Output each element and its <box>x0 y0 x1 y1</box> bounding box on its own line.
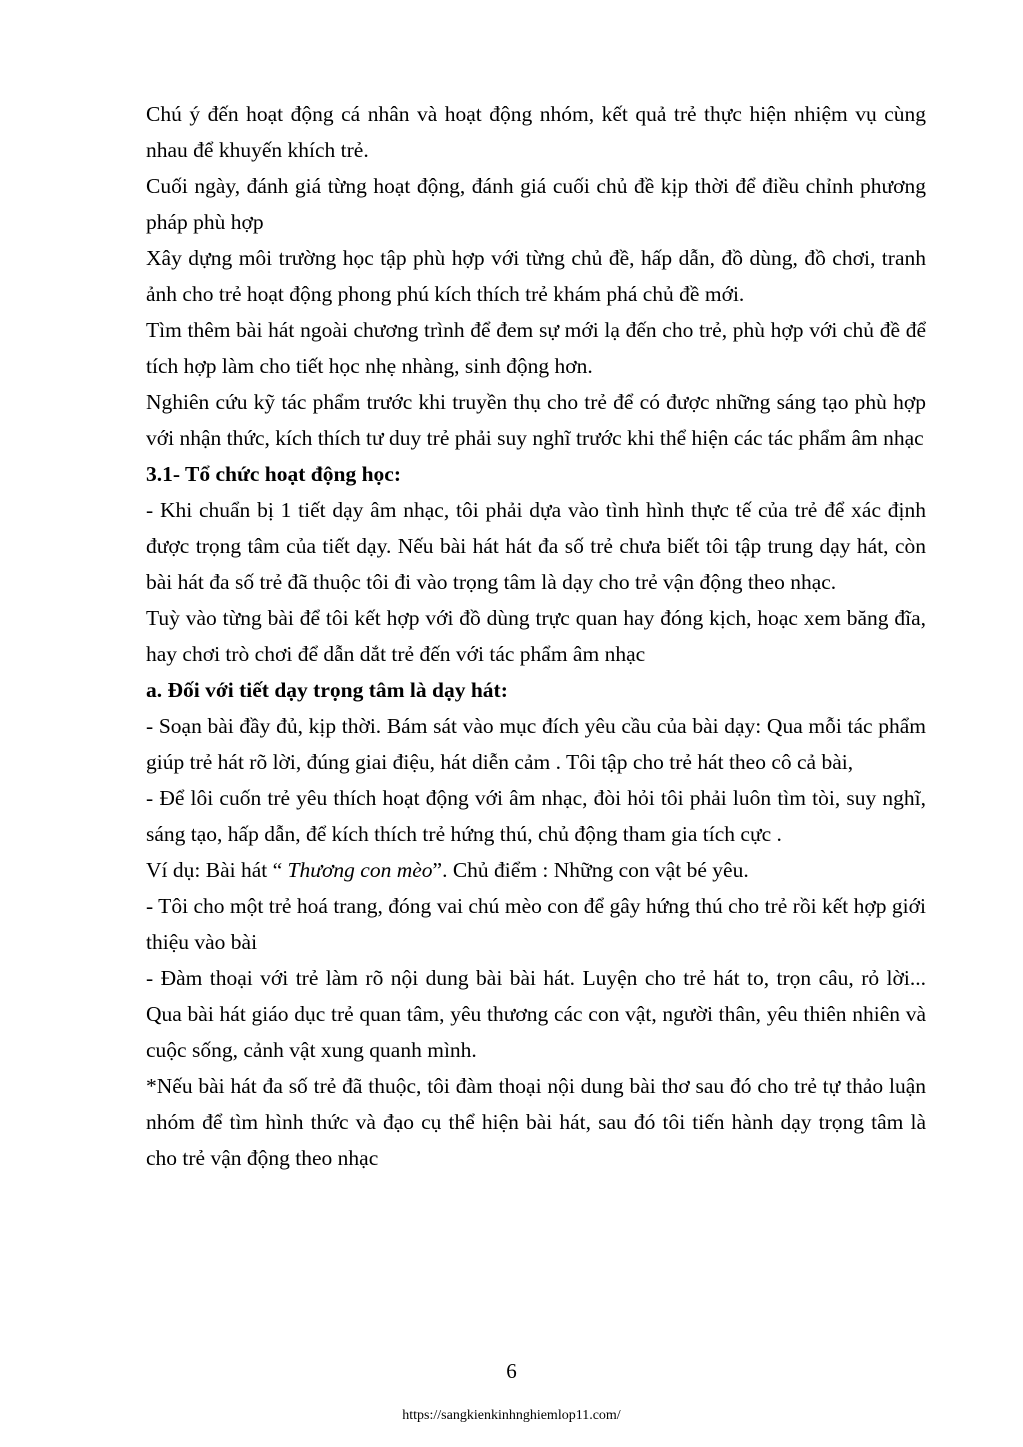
paragraph-2: Cuối ngày, đánh giá từng hoạt động, đánh giá cuối chủ đề kịp thời để điều chỉnh phương pháp phù hợp <box>146 174 926 234</box>
paragraph-1: Chú ý đến hoạt động cá nhân và hoạt động nhóm, kết quả trẻ thực hiện nhiệm vụ cùng nhau để khuyến khích trẻ. <box>146 102 926 162</box>
song-title: Thương con mèo <box>287 858 433 882</box>
example-suffix: ”. Chủ điểm : Những con vật bé yêu. <box>432 858 749 882</box>
paragraph-13: *Nếu bài hát đa số trẻ đã thuộc, tôi đàm thoại nội dung bài thơ sau đó cho trẻ tự thảo luận nhóm để tìm hình thức và đạo cụ thể hiện bài hát, sau đó tôi tiến hành dạy trọng tâm là cho trẻ vận động theo nhạc <box>146 1074 926 1170</box>
paragraph-5: Nghiên cứu kỹ tác phẩm trước khi truyền thụ cho trẻ để có được những sáng tạo phù hợp với nhận thức, kích thích tư duy trẻ phải suy nghĩ trước khi thể hiện các tác phẩm âm nhạc <box>146 390 926 450</box>
paragraph-11: - Tôi cho một trẻ hoá trang, đóng vai chú mèo con để gây hứng thú cho trẻ rồi kết hợp giới thiệu vào bài <box>146 894 926 954</box>
page-number: 6 <box>506 1359 517 1383</box>
section-heading-a: a. Đối với tiết dạy trọng tâm là dạy hát: <box>146 678 508 702</box>
paragraph-4: Tìm thêm bài hát ngoài chương trình để đem sự mới lạ đến cho trẻ, phù hợp với chủ đề để tích hợp làm cho tiết học nhẹ nhàng, sinh động hơn. <box>146 318 926 378</box>
paragraph-3: Xây dựng môi trường học tập phù hợp với từng chủ đề, hấp dẫn, đồ dùng, đồ chơi, tranh ảnh cho trẻ hoạt động phong phú kích thích trẻ khám phá chủ đề mới. <box>146 246 926 306</box>
document-body <box>146 96 926 1176</box>
paragraph-6: - Khi chuẩn bị 1 tiết dạy âm nhạc, tôi phải dựa vào tình hình thực tế của trẻ để xác định được trọng tâm của tiết dạy. Nếu bài hát hát đa số trẻ chưa biết tôi tập trung dạy hát, còn bài hát đa số trẻ đã thuộc tôi đi vào trọng tâm là dạy cho trẻ vận động theo nhạc. <box>146 498 926 594</box>
paragraph-8: - Soạn bài đầy đủ, kịp thời. Bám sát vào mục đích yêu cầu của bài dạy: Qua mỗi tác phẩm giúp trẻ hát rõ lời, đúng giai điệu, hát diễn cảm . Tôi tập cho trẻ hát theo cô cả bài, <box>146 714 926 774</box>
paragraph-10-example <box>146 852 926 888</box>
section-heading-3-1: 3.1- Tổ chức hoạt động học: <box>146 462 401 486</box>
footer-url: https://sangkienkinhnghiemlop11.com/ <box>402 1408 621 1423</box>
paragraph-9: - Để lôi cuốn trẻ yêu thích hoạt động với âm nhạc, đòi hỏi tôi phải luôn tìm tòi, suy nghĩ, sáng tạo, hấp dẫn, để kích thích trẻ hứng thú, chủ động tham gia tích cực . <box>146 786 926 846</box>
paragraph-7: Tuỳ vào từng bài để tôi kết hợp với đồ dùng trực quan hay đóng kịch, hoạc xem băng đĩa, hay chơi trò chơi để dẫn dắt trẻ đến với tác phẩm âm nhạc <box>146 606 926 666</box>
example-prefix: Ví dụ: Bài hát “ <box>146 858 288 882</box>
paragraph-12: - Đàm thoại với trẻ làm rõ nội dung bài bài hát. Luyện cho trẻ hát to, trọn câu, rỏ lời... Qua bài hát giáo dục trẻ quan tâm, yêu thương các con vật, người thân, yêu thiên nhiên và cuộc sống, cảnh vật xung quanh mình. <box>146 966 926 1062</box>
